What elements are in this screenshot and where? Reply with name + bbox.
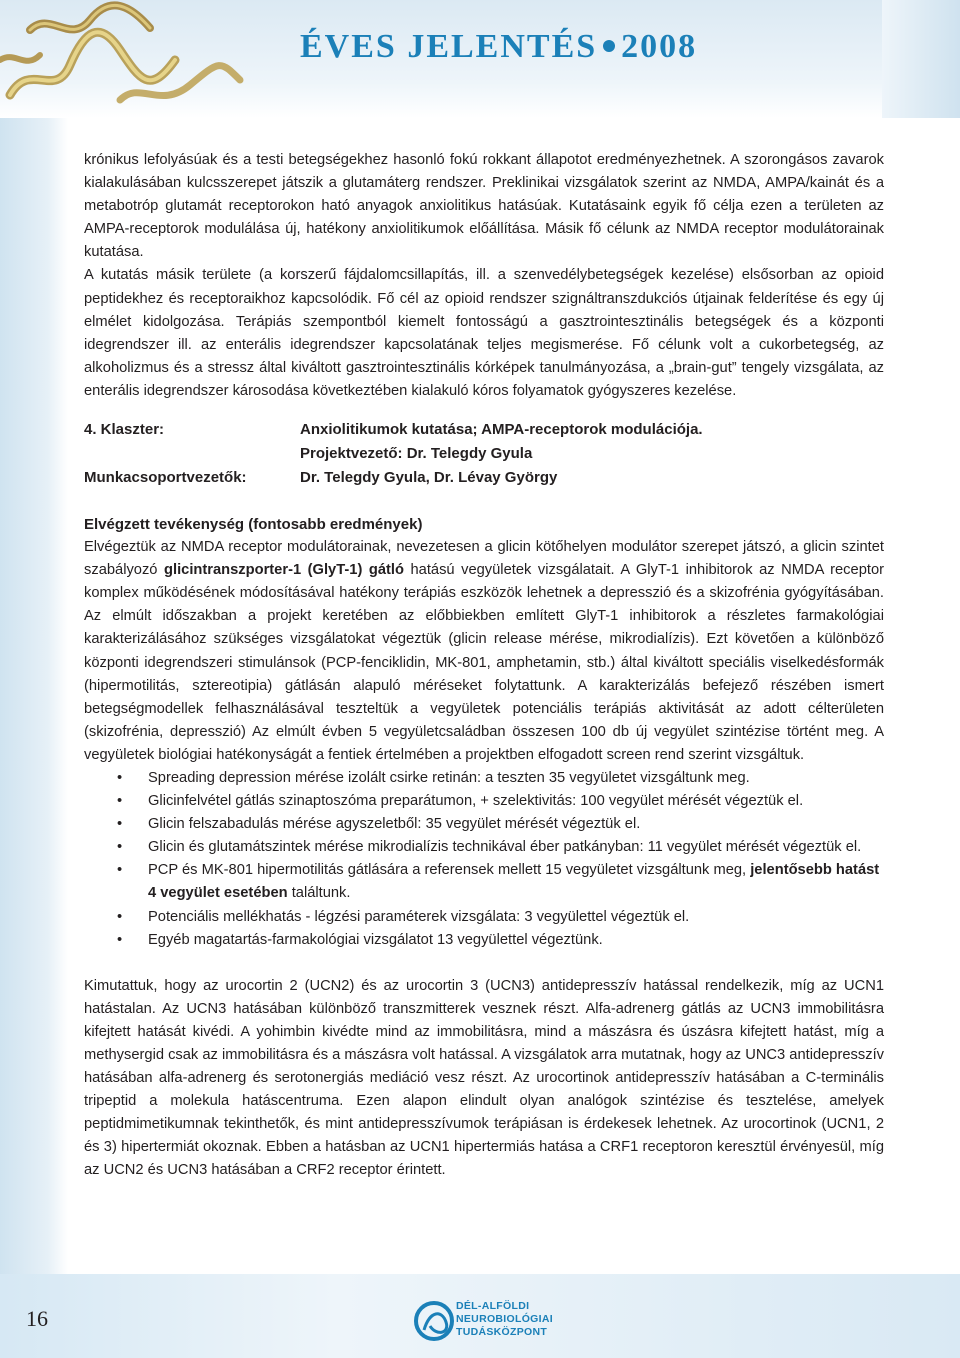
protein-structure-icon <box>0 0 260 118</box>
report-year: 2008 <box>621 28 698 65</box>
list-item <box>84 859 884 905</box>
body-text-bold: glicintranszporter-1 (GlyT-1) gátló <box>164 562 404 579</box>
body-text-end: hatású vegyületek vizsgálatait. A GlyT-1 inhibitorok az NMDA receptor komplex működésének módosításával hatékony terápiás eszközök lehetnek a depresszió és a skizofrénia gyógyításában. Az elmúlt időszakban a projekt keretében az előbbiekben említett GlyT-1 inhibitorok a részletes farmakológiai karakterizálásához szükséges vizsgálatokat végeztük (glicin release mérése, mikrodialízis). Ezt követően a különböző központi idegrendszeri stimulánsok (PCP-fenciklidin, MK-801, amphetamin, stb.) által kiváltott speciális viselkedésformák (hipermotilitás, sztereotipia) gátlásán alapuló méréseket folytattunk. A karakterizálás befejező részében ismert betegségmodellek felhasználásával teszteltük a vegyületek potenciális terápiás aktivitását az adott célterületen (skizofrénia, depresszió) Az elmúlt évben 5 vegyületcsaládban összesen 100 db új vegyület szintézise történt meg. A vegyületek biológiai hatékonyságát a fentiek értelmében a projektben elfogadott screen rend szerint vizsgáltuk. <box>84 562 884 763</box>
logo-line-1: DÉL-ALFÖLDI <box>456 1300 530 1312</box>
list-item: • Egyéb magatartás-farmakológiai vizsgálatot 13 vegyülettel végeztünk. <box>84 929 884 952</box>
bullet5-end: találtunk. <box>287 885 351 902</box>
list-item: • Glicinfelvétel gátlás szinaptoszóma preparátumon, + szelektivitás: 100 vegyület mérését végeztük el. <box>84 790 884 813</box>
page-number: 16 <box>26 1306 48 1331</box>
final-paragraph: Kimutattuk, hogy az urocortin 2 (UCN2) és az urocortin 3 (UCN3) antidepresszív hatással rendelkezik, míg az UCN1 hatástalan. Az UCN3 hatásában különböző transzmitterek vesznek részt. Alfa-adrenerg gátlás az UCN3 immobilitásra kifejtett hatását kivédi. A yohimbin kivédte mind az immobilitásra, mind a mászásra és úszásra kifejtett hatást, míg a methysergid csak az immobilitásra és a mászásra volt hatással. A vizsgálatok arra mutatnak, hogy az UNC3 antidepresszív hatásában alfa-adrenerg és serotonergiás mediáció vesz részt. Az urocortinok antidepresszív hatásában a C-terminális tripeptid a molekula hatáscentruma. Ezen alapon elindult olyan analógok szintézise és tesztelése, amelyek peptidmimetikumnak tekinthetők, és mint antidepresszívumok terápiásan is érdekesek lehetnek. Az urocortinok (UCN1, 2 és 3) hipertermiát okoznak. Ebben a hatásban az UCN1 hipertermiás hatása a CRF1 receptoron keresztül érvényesül, míg az UCN2 és UCN3 hatásában a CRF2 receptor érintett. <box>84 977 884 1179</box>
report-title-text: ÉVES JELENTÉS <box>300 28 598 65</box>
group-leaders-label: Munkacsoportvezetők: <box>84 469 247 487</box>
project-leader: Projektvezető: Dr. Telegdy Gyula <box>300 445 533 463</box>
logo-line-3: TUDÁSKÖZPONT <box>456 1326 548 1338</box>
left-margin-band <box>0 118 68 1358</box>
page-content <box>84 149 884 1183</box>
body-paragraph <box>84 536 884 767</box>
leader-spacer <box>84 442 300 466</box>
header-decoration <box>882 0 960 118</box>
paragraph-spacer <box>84 952 884 975</box>
group-leaders-row <box>84 466 884 490</box>
cluster-block <box>84 418 884 490</box>
intro-paragraph: krónikus lefolyásúak és a testi betegségekhez hasonló fokú rokkant állapotot eredményezhetnek. A szorongásos zavarok kialakulásában kulcsszerepet játszik a glutamáterg rendszer. Preklinikai vizsgálatok szerint az NMDA, AMPA/kainát és a metabotróp glutamát receptorokon ható anyagok anxiolitikus hatásúak. Kutatásaink egyik fő célja ezen a területen az AMPA-receptorok modulálása új, hatékony anxiolitikumok előállítása. Másik fő célunk az NMDA receptor modulátorainak kutatása. <box>84 152 884 261</box>
list-item: • Potenciális mellékhatás - légzési paraméterek vizsgálata: 3 vegyülettel végeztük el. <box>84 906 884 929</box>
group-leaders: Dr. Telegdy Gyula, Dr. Lévay György <box>300 469 558 487</box>
cluster-title: Anxiolitikumok kutatása; AMPA-receptorok modulációja. <box>300 421 703 439</box>
logo-line-2: NEUROBIOLÓGIAI <box>456 1313 553 1325</box>
cluster-row <box>84 418 884 442</box>
institute-name <box>456 1300 553 1339</box>
title-dot-icon <box>603 40 615 52</box>
page-header <box>0 0 960 118</box>
bullet5-start: PCP és MK-801 hipermotilitás gátlására a referensek mellett 15 vegyületet vizsgáltunk meg, <box>148 862 751 879</box>
section-title: Elvégzett tevékenység (fontosabb eredmények) <box>84 516 423 534</box>
bullet5-bold: jelentősebb hatást 4 vegyület esetében <box>148 862 880 902</box>
list-item: • Spreading depression mérése izolált csirke retinán: a teszten 35 vegyületet vizsgáltunk meg. <box>84 767 884 790</box>
body-text-start: Elvégeztük az NMDA receptor modulátorainak, nevezetesen a glicin kötőhelyen modulátor szerepet játszó, a glicin szintet szabályozó <box>84 539 884 579</box>
list-item: • Glicin felszabadulás mérése agyszeletből: 35 vegyület mérését végeztük el. <box>84 813 884 836</box>
leader-row <box>84 442 884 466</box>
cluster-label: 4. Klaszter: <box>84 421 165 439</box>
second-paragraph: A kutatás másik területe (a korszerű fájdalomcsillapítás, ill. a szenvedélybetegségek kezelése) elsősorban az opioid peptidekhez és receptoraikhoz kapcsolódik. Fő cél az opioid rendszer szignáltranszdukciós útjainak felderítése és egy új elmélet kidolgozása. Terápiás szempontból kiemelt fontosságú a gasztrointesztinális betegségek és a központi idegrendszer ill. az enterális idegrendszer kapcsolatának teljes megismerése. Fő célunk volt a cukorbetegség, az alkoholizmus és a stressz által kiváltott gasztrointesztinális kórképek tanulmányozása, a „brain-gut” tengely vizsgálata, az enterális idegrendszer károsodása következtében kialakuló kóros folyamatok gyógyszeres kezelése. <box>84 267 884 399</box>
report-title <box>300 28 697 66</box>
results-list <box>84 767 884 952</box>
list-item: • Glicin és glutamátszintek mérése mikrodialízis technikával éber patkányban: 11 vegyület mérését végeztük el. <box>84 836 884 859</box>
